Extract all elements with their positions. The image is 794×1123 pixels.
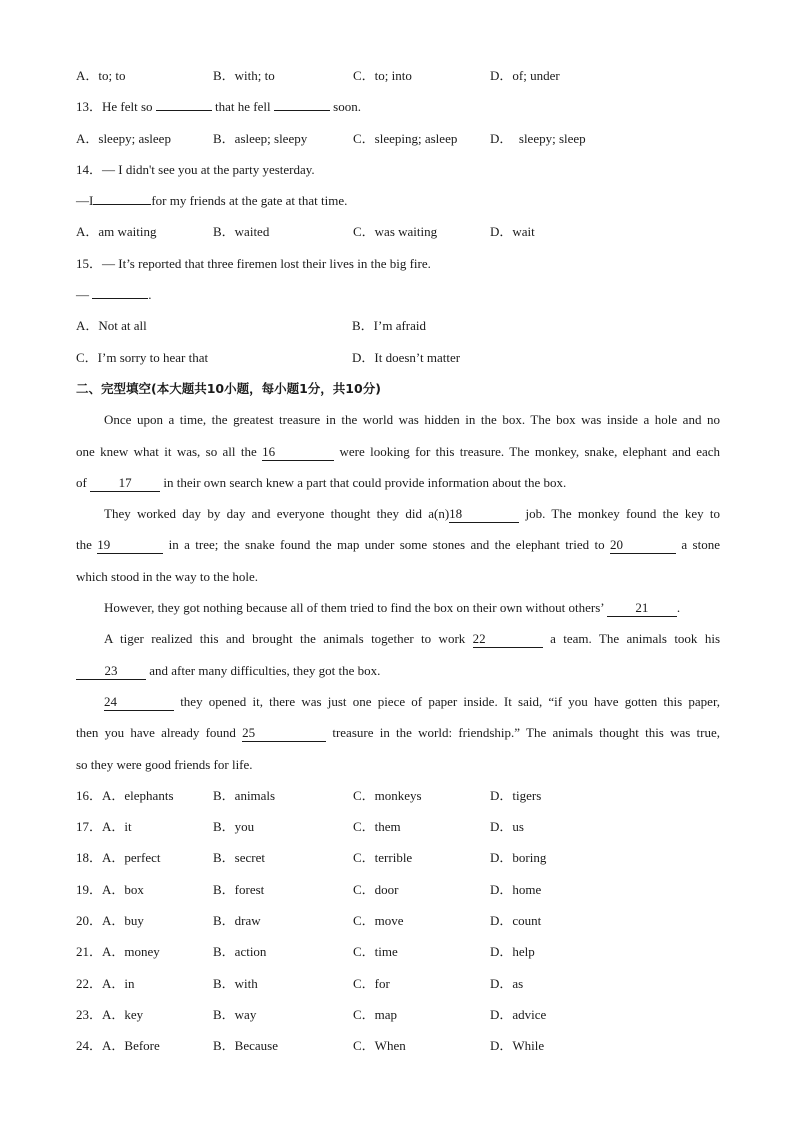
exam-page xyxy=(76,60,720,1062)
choice-option-c: C．When xyxy=(353,1038,406,1054)
question-number: 19． xyxy=(76,881,103,897)
q13-options xyxy=(76,123,720,154)
blank-25: 25 xyxy=(242,725,326,742)
passage-line: Once upon a time, the greatest treasure in the world was hidden in the box. The box was inside a hole and no xyxy=(104,412,720,428)
passage-text: and after many difficulties, they got the box. xyxy=(146,662,381,678)
q14-stem: 14．— I didn't see you at the party yesterday. xyxy=(76,161,315,177)
choice-option-c: C．terrible xyxy=(353,850,413,866)
q12-option-c: C．to; into xyxy=(353,68,412,83)
passage-text: were looking for this treasure. The monkey, snake, elephant and each xyxy=(334,443,720,459)
choice-option-a xyxy=(76,999,143,1030)
option-text: A．key xyxy=(102,1006,144,1022)
choice-option-b: B．draw xyxy=(213,913,261,929)
choice-option-d: D．us xyxy=(490,819,524,835)
choice-option-a xyxy=(76,780,174,811)
q15-option-a: A．Not at all xyxy=(76,318,147,334)
q13-option-b: B．asleep; sleepy xyxy=(213,130,308,146)
answer-blank xyxy=(93,204,151,205)
blank-16: 16 xyxy=(262,444,334,461)
passage-line xyxy=(76,498,720,529)
blank-18: 18 xyxy=(449,506,519,523)
choice-row xyxy=(76,968,720,999)
choice-option-d: D．While xyxy=(490,1038,545,1054)
choice-option-d: D．advice xyxy=(490,1006,547,1022)
choice-option-c: C．for xyxy=(353,975,390,991)
question-number: 24． xyxy=(76,1038,103,1054)
choice-option-a xyxy=(76,936,160,967)
option-text: A．box xyxy=(102,881,144,897)
choice-option-d: D．count xyxy=(490,913,542,929)
question-number: 21． xyxy=(76,944,103,960)
choice-option-a xyxy=(76,968,135,999)
choice-option-d: D．as xyxy=(490,975,524,991)
choice-option-d: D．tigers xyxy=(490,787,542,803)
choice-option-b: B．forest xyxy=(213,881,265,897)
q13-stem-b: that he fell xyxy=(211,99,274,115)
choice-option-b: B．Because xyxy=(213,1038,278,1054)
passage-line xyxy=(76,529,720,560)
q14-options xyxy=(76,216,720,247)
passage-text: job. The monkey found the key to xyxy=(519,506,720,522)
blank-20: 20 xyxy=(610,537,676,554)
option-text: A．it xyxy=(102,819,132,835)
answer-blank xyxy=(156,110,212,111)
choice-option-d: D．help xyxy=(490,944,535,960)
q14-reply-b: for my friends at the gate at that time. xyxy=(151,193,348,209)
passage-text: a team. The animals took his xyxy=(542,631,720,647)
question-number: 20． xyxy=(76,913,103,929)
q15-option-b: B．I’m afraid xyxy=(352,318,427,334)
passage-line xyxy=(76,686,720,717)
choice-option-a xyxy=(76,811,132,842)
passage-text: . xyxy=(676,600,681,616)
option-text: A．perfect xyxy=(102,850,161,866)
q15-options-row2 xyxy=(76,342,720,373)
q14-option-a: A．am waiting xyxy=(76,224,157,240)
choice-option-c: C．time xyxy=(353,944,398,960)
question-number: 18． xyxy=(76,850,103,866)
q14-option-b: B．waited xyxy=(213,224,270,240)
section-heading: 二、完型填空(本大题共10小题，每小题1分，共10分) xyxy=(76,380,381,396)
choice-option-a xyxy=(76,874,144,905)
passage-line xyxy=(76,623,720,654)
q13-stem-a: 13．He felt so xyxy=(76,99,156,115)
choice-row xyxy=(76,780,720,811)
choice-row xyxy=(76,842,720,873)
choice-option-d: D．home xyxy=(490,881,542,897)
passage-line: which stood in the way to the hole. xyxy=(76,568,258,584)
option-text: A．elephants xyxy=(102,787,174,803)
choice-option-b: B．with xyxy=(213,975,258,991)
choice-option-c: C．move xyxy=(353,913,404,929)
question-number: 17． xyxy=(76,819,103,835)
blank-24: 24 xyxy=(104,694,174,711)
passage-text: A tiger realized this and brought the animals together to work xyxy=(104,631,473,647)
choice-row xyxy=(76,936,720,967)
passage-line: so they were good friends for life. xyxy=(76,756,253,772)
passage-text: in their own search knew a part that could provide information about the box. xyxy=(160,474,567,490)
q15-reply-a: — xyxy=(76,287,93,303)
q14-reply-a: —I xyxy=(76,193,94,209)
passage-text: the xyxy=(76,537,98,553)
blank-17: 17 xyxy=(90,475,160,492)
passage-line xyxy=(76,717,720,748)
choice-option-c: C．monkeys xyxy=(353,787,422,803)
choice-option-b: B．you xyxy=(213,819,255,835)
passage-text: in a tree; the snake found the map under some stones and the elephant tried to xyxy=(163,537,610,553)
question-number: 22． xyxy=(76,975,103,991)
q15-stem: 15．— It’s reported that three firemen lost their lives in the big fire. xyxy=(76,255,431,271)
choice-row xyxy=(76,1030,720,1061)
choice-row xyxy=(76,874,720,905)
passage-line xyxy=(76,592,720,623)
choice-option-a xyxy=(76,842,160,873)
passage-line xyxy=(76,467,720,498)
passage-text: However, they got nothing because all of them tried to find the box on their own without others’ xyxy=(104,600,607,616)
passage-line xyxy=(76,655,720,686)
choice-option-b: B．way xyxy=(213,1006,257,1022)
blank-22: 22 xyxy=(473,631,543,648)
q12-option-a: A．to; to xyxy=(76,68,126,83)
passage-text: treasure in the world: friendship.” The animals thought this was true, xyxy=(326,725,720,741)
choice-option-a xyxy=(76,1030,160,1061)
option-text: A．money xyxy=(102,944,160,960)
answer-blank xyxy=(274,110,330,111)
q13-option-d: D． sleepy; sleep xyxy=(490,130,586,146)
option-text: A．buy xyxy=(102,913,144,929)
choice-option-c: C．map xyxy=(353,1006,398,1022)
passage-text: they opened it, there was just one piece of paper inside. It said, “if you have gotten this paper, xyxy=(174,693,720,709)
question-number: 23． xyxy=(76,1006,103,1022)
option-text: A．Before xyxy=(102,1038,160,1054)
passage-text: then you have already found xyxy=(76,725,243,741)
q13-option-c: C．sleeping; asleep xyxy=(353,130,458,146)
passage-text: They worked day by day and everyone thought they did a(n) xyxy=(104,506,450,522)
choice-option-d: D．boring xyxy=(490,850,547,866)
choice-option-c: C．door xyxy=(353,881,399,897)
question-number: 16． xyxy=(76,787,103,803)
choice-option-b: B．secret xyxy=(213,850,265,866)
blank-21: 21 xyxy=(607,600,677,617)
q12-options xyxy=(76,60,720,91)
passage-text: of xyxy=(76,474,91,490)
choice-option-c: C．them xyxy=(353,819,401,835)
choice-row xyxy=(76,905,720,936)
q13-option-a: A．sleepy; asleep xyxy=(76,130,171,146)
q14-option-d: D．wait xyxy=(490,224,535,240)
choice-option-a xyxy=(76,905,144,936)
passage-text: one knew what it was, so all the xyxy=(76,443,263,459)
q13-stem-c: soon. xyxy=(329,99,361,115)
passage-line xyxy=(76,436,720,467)
q14-reply xyxy=(76,185,720,216)
q13-stem xyxy=(76,91,720,122)
answer-blank xyxy=(92,298,148,299)
option-text: A．in xyxy=(102,975,135,991)
q15-reply-b: . xyxy=(148,287,152,303)
q15-option-c: C．I’m sorry to hear that xyxy=(76,349,209,365)
q15-reply xyxy=(76,279,720,310)
passage-text: a stone xyxy=(676,537,720,553)
q14-option-c: C．was waiting xyxy=(353,224,438,240)
q15-options-row1 xyxy=(76,310,720,341)
choice-option-b: B．animals xyxy=(213,787,276,803)
choice-row xyxy=(76,999,720,1030)
q15-option-d: D．It doesn’t matter xyxy=(352,349,461,365)
q12-option-b: B．with; to xyxy=(213,68,275,83)
blank-19: 19 xyxy=(97,537,163,554)
choice-option-b: B．action xyxy=(213,944,267,960)
q12-option-d: D．of; under xyxy=(490,68,560,83)
choice-row xyxy=(76,811,720,842)
blank-23: 23 xyxy=(76,663,146,680)
